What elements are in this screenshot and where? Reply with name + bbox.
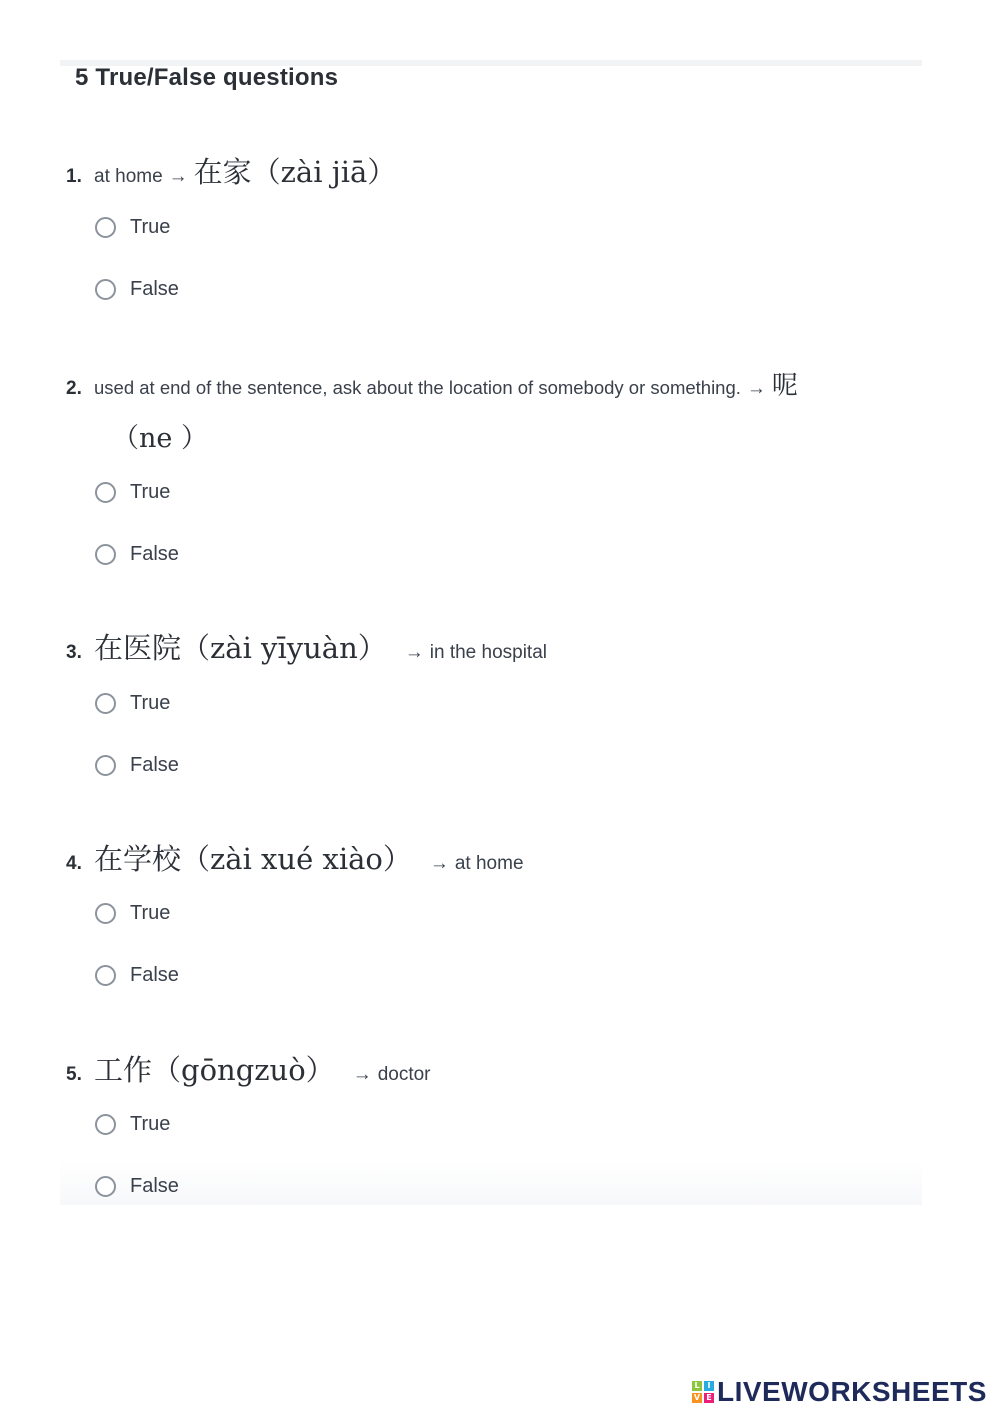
radio-button[interactable] bbox=[95, 279, 116, 300]
liveworksheets-logo[interactable] bbox=[692, 1376, 987, 1408]
question-4 bbox=[66, 837, 926, 878]
question-chinese: 呢 bbox=[771, 371, 798, 401]
radio-button[interactable] bbox=[95, 544, 116, 565]
q2-option-true[interactable] bbox=[95, 479, 170, 505]
radio-button[interactable] bbox=[95, 482, 116, 503]
radio-button[interactable] bbox=[95, 693, 116, 714]
logo-mark-letter: I bbox=[704, 1381, 714, 1391]
option-label: True bbox=[130, 1112, 171, 1135]
option-label: False bbox=[130, 277, 179, 300]
logo-mark-letter: V bbox=[693, 1393, 701, 1402]
q3-option-false[interactable] bbox=[95, 752, 179, 778]
question-1 bbox=[66, 150, 926, 191]
worksheet-panel-shade bbox=[60, 1160, 922, 1205]
question-english: at home bbox=[94, 166, 163, 187]
q4-option-false[interactable] bbox=[95, 962, 179, 988]
arrow: → bbox=[404, 642, 424, 663]
radio-button[interactable] bbox=[95, 903, 116, 924]
q1-option-true[interactable] bbox=[95, 214, 170, 240]
question-chinese: 在医院（zài yīyuàn） bbox=[94, 631, 387, 665]
question-continuation: （ne ） bbox=[112, 423, 208, 454]
question-chinese: 在学校（zài xué xiào） bbox=[94, 842, 412, 876]
brand-name: LIVEWORKSHEETS bbox=[717, 1376, 987, 1407]
question-number: 4. bbox=[66, 853, 82, 874]
q5-option-true[interactable] bbox=[95, 1111, 170, 1137]
question-number: 5. bbox=[66, 1064, 82, 1085]
question-chinese: 在家（zài jiā） bbox=[193, 155, 397, 189]
arrow: → bbox=[429, 853, 449, 874]
radio-button[interactable] bbox=[95, 965, 116, 986]
question-number: 1. bbox=[66, 166, 82, 187]
radio-button[interactable] bbox=[95, 1114, 116, 1135]
radio-button[interactable] bbox=[95, 1176, 116, 1197]
question-english: used at end of the sentence, ask about the location of somebody or something. bbox=[94, 377, 741, 398]
q4-option-true[interactable] bbox=[95, 900, 170, 926]
arrow: → bbox=[746, 378, 766, 399]
option-label: False bbox=[130, 542, 179, 565]
question-3 bbox=[66, 626, 926, 667]
q2-option-false[interactable] bbox=[95, 541, 179, 567]
question-2 bbox=[66, 365, 926, 455]
logo-mark-letter: E bbox=[704, 1393, 714, 1403]
arrow: → bbox=[168, 166, 188, 187]
option-label: True bbox=[130, 901, 171, 924]
question-chinese: 工作（gōngzuò） bbox=[94, 1053, 335, 1087]
q1-option-false[interactable] bbox=[95, 276, 179, 302]
option-label: True bbox=[130, 691, 171, 714]
question-english: in the hospital bbox=[429, 642, 547, 663]
option-label: False bbox=[130, 963, 179, 986]
q5-option-false[interactable] bbox=[95, 1173, 179, 1199]
question-number: 2. bbox=[66, 378, 82, 399]
question-number: 3. bbox=[66, 642, 82, 663]
arrow: → bbox=[352, 1064, 372, 1085]
question-english: at home bbox=[454, 853, 524, 874]
q3-option-true[interactable] bbox=[95, 690, 170, 716]
option-label: True bbox=[130, 480, 171, 503]
logo-mark-letter: L bbox=[692, 1381, 702, 1391]
question-english: doctor bbox=[377, 1064, 431, 1085]
logo-mark-icon bbox=[692, 1381, 714, 1403]
question-5 bbox=[66, 1048, 926, 1089]
radio-button[interactable] bbox=[95, 217, 116, 238]
option-label: True bbox=[130, 215, 171, 238]
radio-button[interactable] bbox=[95, 755, 116, 776]
quiz-title: 5 True/False questions bbox=[75, 64, 339, 91]
option-label: False bbox=[130, 753, 179, 776]
option-label: False bbox=[130, 1174, 179, 1197]
